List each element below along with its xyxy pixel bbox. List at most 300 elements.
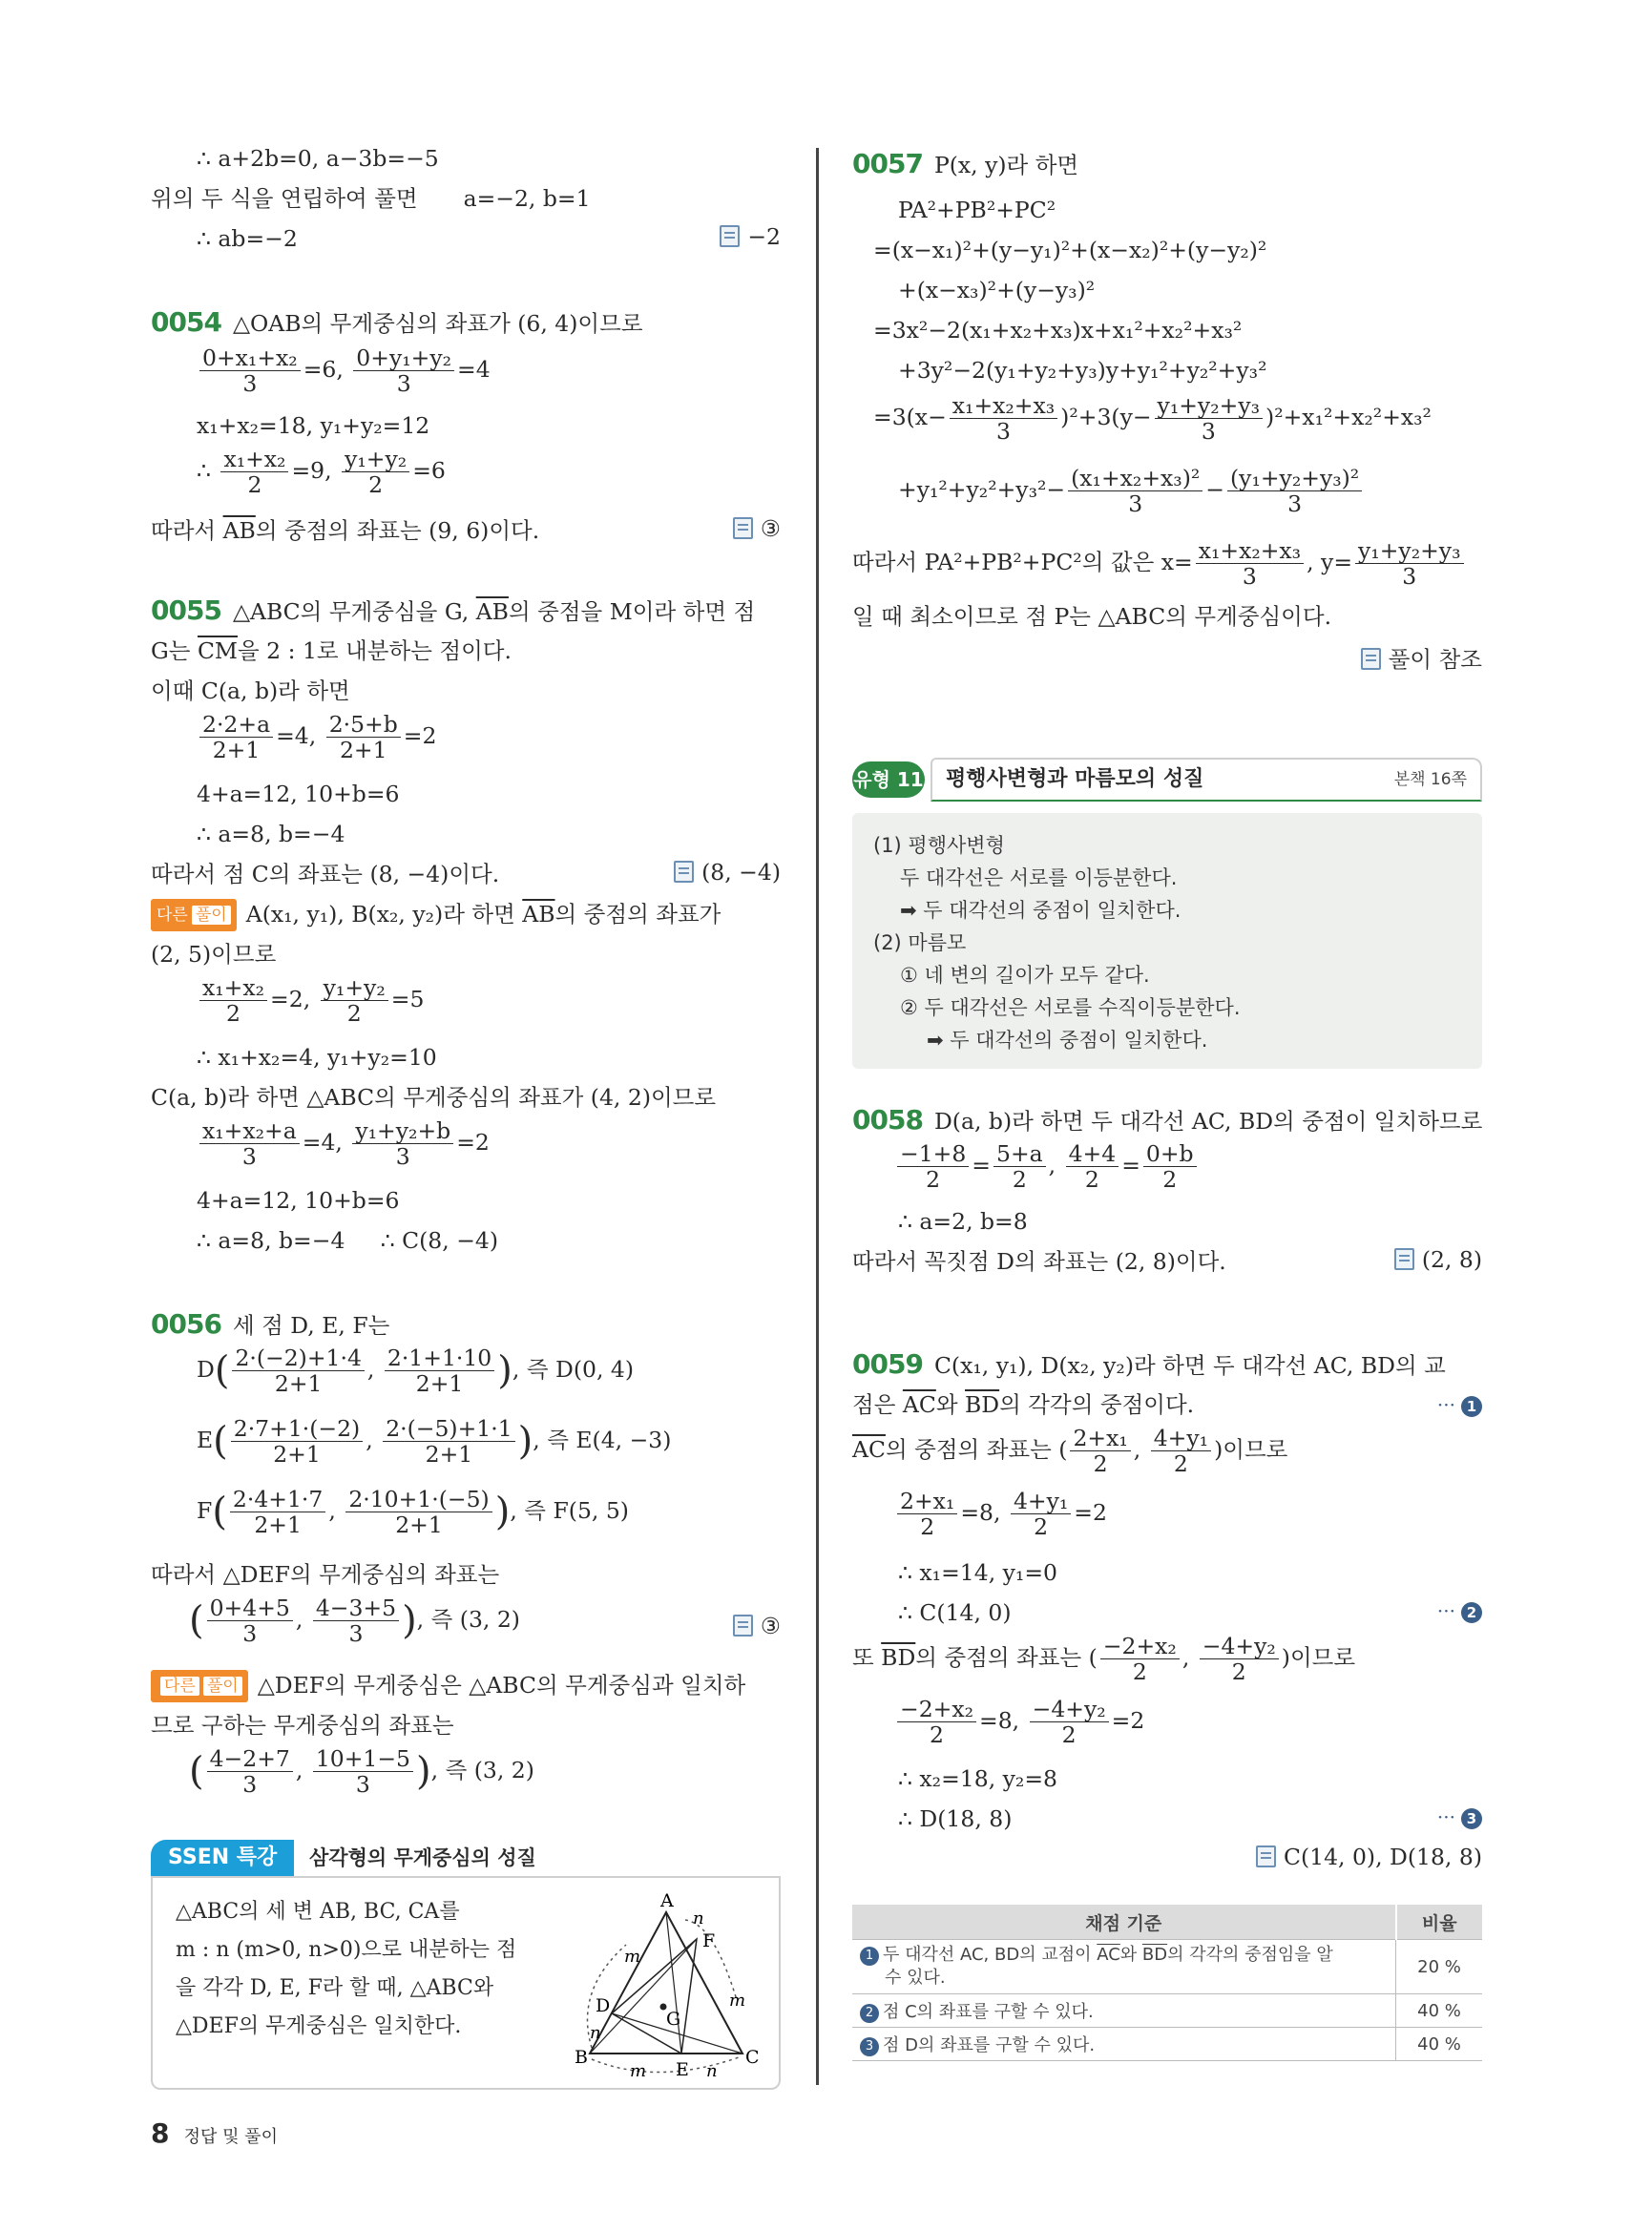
fraction <box>231 1416 363 1467</box>
denominator: 2 <box>368 471 384 498</box>
segment: $\overline{AB}$ <box>222 517 256 544</box>
page-footer <box>151 2117 278 2149</box>
label-n: n <box>706 2061 718 2076</box>
denominator: 2+1 <box>254 1512 302 1538</box>
ssen-tab: SSEN 특강 <box>151 1840 294 1876</box>
ratio-cell: 40 % <box>1396 2028 1483 2061</box>
math-line: =3x²−2(x₁+x₂+x₃)x+x₁²+x₂²+x₃² <box>873 317 1243 344</box>
numerator: 4+y₁ <box>1011 1489 1071 1514</box>
column-divider <box>816 148 819 2085</box>
fraction <box>1196 538 1304 589</box>
text-line: 이때 C(a, b)라 하면 <box>151 678 350 704</box>
segment: $\overline{CM}$ <box>197 637 238 664</box>
text: A(x₁, y₁), B(x₂, y₂)라 하면 <box>245 901 523 928</box>
denominator: 3 <box>1128 490 1143 517</box>
criterion-cell: 3 점 D의 좌표를 구할 수 있다. <box>852 2028 1396 2061</box>
text-line: $\overline{AC}$의 중점의 좌표는 ( $\frac{\text{2+x₁}}{2}$ , $\frac{\text{4+y₁}}{2}$ )이므로 <box>852 1425 1288 1477</box>
text: △OAB의 무게중심의 좌표가 (6, 4)이므로 <box>232 310 643 337</box>
math-line: +(x−x₃)²+(y−y₃)² <box>898 277 1096 303</box>
answer <box>1394 1246 1482 1273</box>
table-row <box>852 1994 1482 2028</box>
numerator: 0+4+5 <box>207 1595 293 1621</box>
numerator: −4+y₂ <box>1200 1634 1279 1659</box>
problem-number: 0055 <box>151 594 221 626</box>
math: 즉 F(5, 5) <box>524 1497 629 1524</box>
fraction <box>1068 466 1202 516</box>
text-line: △DEF의 무게중심은 일치한다. <box>176 2014 462 2038</box>
scoring-table <box>852 1905 1482 2061</box>
problem-number: 0058 <box>852 1104 923 1136</box>
numerator: 2·1+1·10 <box>385 1345 494 1371</box>
numerator: 2·(−2)+1·4 <box>232 1345 364 1371</box>
table-row <box>852 1940 1482 1994</box>
table-row <box>852 2028 1482 2061</box>
denominator: 2 <box>1093 1450 1108 1477</box>
numerator: 2·5+b <box>326 712 401 738</box>
math: =5 <box>390 986 425 1012</box>
column-header: 채점 기준 <box>852 1905 1396 1940</box>
fraction <box>1030 1697 1109 1747</box>
math-line: ∴ a=8, b=−4 ∴ C(8, −4) <box>197 1227 499 1254</box>
fraction <box>993 1141 1046 1192</box>
denominator: 2 <box>930 1721 944 1748</box>
step-marker-1: ··· 1 <box>1437 1393 1482 1417</box>
numerator: 2+x₁ <box>1070 1426 1130 1451</box>
text: △DEF의 무게중심은 △ABC의 무게중심과 일치하 <box>257 1672 746 1699</box>
math-line: ∴ a=2, b=8 <box>898 1208 1028 1235</box>
answer-icon <box>733 1615 753 1637</box>
fraction-line <box>197 345 491 396</box>
segment: $\overline{AB}$ <box>522 901 555 928</box>
fraction <box>897 1141 969 1192</box>
denominator: 2 <box>1173 1450 1188 1477</box>
problem-0058-head <box>852 1105 1482 1136</box>
text: )이므로 <box>1214 1436 1288 1463</box>
denominator: 2 <box>926 1166 941 1193</box>
math: +y₁²+y₂²+y₃²− <box>898 476 1066 503</box>
answer-value: C(14, 0), D(18, 8) <box>1283 1844 1482 1870</box>
numerator: 0+y₁+y₂ <box>353 345 454 371</box>
denominator: 3 <box>242 1771 258 1798</box>
denominator: 2 <box>1231 1658 1246 1685</box>
answer-value: (2, 8) <box>1421 1246 1482 1273</box>
text-line <box>151 515 539 546</box>
text: 점은 <box>852 1391 903 1418</box>
text-line: 따라서 점 C의 좌표는 (8, −4)이다. <box>151 861 500 887</box>
math: =3(x− <box>873 404 947 430</box>
answer <box>674 859 781 886</box>
answer-icon <box>1256 1845 1276 1867</box>
fraction-line: $\frac{-1+8}{2}$ = $\frac{5+a}{2}$ , $\frac{4+4}{2}$ = $\frac{0+b}{2}$ <box>894 1141 1200 1192</box>
fraction <box>897 1697 976 1747</box>
numerator: −4+y₂ <box>1030 1697 1109 1722</box>
text-line: (2, 5)이므로 <box>151 941 277 968</box>
math: =2 <box>1111 1707 1145 1734</box>
text-line: 또 $\overline{BD}$의 중점의 좌표는 ( $\frac{\text{−2+x₂}}{2}$ , $\frac{\text{−4+y₂}}{2}$ )이므로 <box>852 1633 1356 1685</box>
math: =4 <box>457 356 491 383</box>
fraction <box>1355 538 1463 589</box>
denominator: 3 <box>1242 563 1257 590</box>
answer-value: ③ <box>760 1613 781 1639</box>
denominator: 2 <box>1162 1166 1178 1193</box>
numerator: x₁+x₂+x₃ <box>950 393 1057 419</box>
answer-icon <box>720 225 740 247</box>
text: 의 중점의 좌표는 ( <box>885 1436 1068 1463</box>
math-line <box>898 466 1365 516</box>
denominator: 2 <box>920 1513 935 1540</box>
centroid-line: ( $\frac{0+4+5}{3}$ , $\frac{4-3+5}{3}$ ), 즉 (3, 2) <box>189 1595 520 1647</box>
problem-number: 0059 <box>852 1348 923 1380</box>
summary-line: ② 두 대각선은 서로를 수직이등분한다. <box>900 996 1241 1019</box>
numerator: 4−2+7 <box>207 1746 293 1772</box>
math: =8, <box>960 1499 1001 1526</box>
alt-solution-badge <box>151 1670 248 1702</box>
fraction <box>199 712 273 762</box>
numerator: y₁+y₂ <box>321 975 388 1001</box>
fraction-line <box>197 975 424 1026</box>
fraction <box>345 1487 491 1537</box>
numerator: x₁+x₂ <box>199 975 267 1001</box>
numerator: 2·4+1·7 <box>230 1487 325 1512</box>
math: D <box>197 1356 215 1383</box>
text: )이므로 <box>1281 1644 1356 1671</box>
denominator: 2+1 <box>395 1512 443 1538</box>
text: 또 <box>852 1644 882 1671</box>
fraction <box>313 1595 399 1646</box>
problem-0057-head <box>852 149 1078 180</box>
point-F-line: F( $\frac{2\cdot 4+1\cdot 7}{2+1}$ , $\frac{2\cdot 10+1\cdot(-5)}{2+1}$ ), 즉 F(5, 5) <box>197 1486 629 1538</box>
label-n: n <box>693 1908 704 1929</box>
text-line: 따라서 △DEF의 무게중심의 좌표는 <box>151 1561 500 1588</box>
math: F <box>197 1497 213 1524</box>
step-number: 1 <box>1461 1396 1482 1417</box>
ssen-special-box <box>151 1840 781 2090</box>
numerator: (x₁+x₂+x₃)² <box>1068 466 1202 491</box>
math: E <box>197 1427 214 1453</box>
math-line: ∴ x₂=18, y₂=8 <box>898 1765 1057 1792</box>
text: 의 중점의 좌표는 ( <box>915 1644 1098 1671</box>
math-line: 4+a=12, 10+b=6 <box>197 781 400 807</box>
ratio-cell: 20 % <box>1396 1940 1483 1994</box>
fraction <box>220 447 288 497</box>
math-line: ∴ a=8, b=−4 <box>197 821 345 847</box>
type-header <box>852 758 1482 800</box>
text: 세 점 D, E, F는 <box>232 1312 390 1339</box>
type-title-bar <box>931 758 1482 802</box>
type-title: 평행사변형과 마름모의 성질 <box>946 767 1204 791</box>
segment: $\overline{AB}$ <box>475 598 509 625</box>
fraction <box>1151 1426 1211 1476</box>
type-11-box <box>852 758 1482 1073</box>
segment: $\overline{AC}$ <box>902 1391 936 1418</box>
denominator: 3 <box>1201 418 1216 445</box>
summary-line: (2) 마름모 <box>873 931 967 954</box>
alt-solution-badge: 다른 풀이 <box>151 899 237 931</box>
text-line: m : n (m>0, n>0)으로 내분하는 점 <box>176 1938 517 1962</box>
fraction <box>1011 1489 1071 1539</box>
step-marker-2: ··· 2 <box>1437 1599 1482 1623</box>
type-summary <box>852 813 1482 1069</box>
fraction <box>1143 1141 1197 1192</box>
ratio-cell: 40 % <box>1396 1994 1483 2028</box>
footer-label: 정답 및 풀이 <box>183 2127 278 2147</box>
numerator: x₁+x₂+x₃ <box>1196 538 1304 564</box>
fraction <box>383 1416 514 1467</box>
text-line <box>852 1389 1194 1420</box>
ssen-content <box>151 1876 781 2090</box>
badge-sub: 풀이 <box>192 906 231 925</box>
alt-solution-line <box>151 1670 745 1702</box>
fraction <box>342 447 409 497</box>
problem-number: 0054 <box>151 306 221 338</box>
math: 즉 D(0, 4) <box>526 1356 635 1383</box>
denominator: 3 <box>242 370 258 397</box>
numerator: (y₁+y₂+y₃)² <box>1227 466 1362 491</box>
problem-number: 0057 <box>852 148 923 179</box>
page-reference: 본책 16쪽 <box>1393 770 1467 789</box>
fraction <box>897 1489 957 1539</box>
label-D: D <box>596 1995 611 2016</box>
math-line: ∴ a+2b=0, a−3b=−5 <box>197 145 439 172</box>
math-line: ∴ x₁=14, y₁=0 <box>898 1559 1057 1586</box>
answer <box>1361 641 1482 674</box>
denominator: 2+1 <box>274 1370 323 1397</box>
numerator: 4+y₁ <box>1151 1426 1211 1451</box>
answer <box>733 515 781 542</box>
fraction-line <box>894 1489 1107 1539</box>
numerator: y₁+y₂+y₃ <box>1355 538 1463 564</box>
numerator: −2+x₂ <box>1100 1634 1180 1659</box>
text: 따라서 <box>151 517 223 544</box>
fraction-line <box>197 1118 490 1169</box>
text: 두 대각선 AC, BD의 교점이 <box>883 1945 1098 1965</box>
text-line: 일 때 최소이므로 점 P는 △ABC의 무게중심이다. <box>852 603 1332 630</box>
numerator: −2+x₂ <box>897 1697 976 1722</box>
math: 즉 (3, 2) <box>430 1606 520 1633</box>
numerator: 4−3+5 <box>313 1595 399 1621</box>
answer-icon <box>1394 1248 1414 1270</box>
label-m: m <box>624 1947 641 1967</box>
text: 따라서 PA²+PB²+PC²의 값은 x= <box>852 549 1193 575</box>
denominator: 2+1 <box>212 737 261 763</box>
math: =9, <box>291 457 332 484</box>
segment: $\overline{BD}$ <box>1141 1945 1168 1965</box>
numerator: 2·10+1·(−5) <box>345 1487 491 1512</box>
denominator: 3 <box>241 1143 257 1170</box>
math: 즉 E(4, −3) <box>547 1427 672 1453</box>
text-line <box>151 183 591 214</box>
label-m: m <box>729 1991 746 2011</box>
math: =6 <box>412 457 446 484</box>
math: =6, <box>303 356 344 383</box>
answer-icon <box>1361 648 1381 670</box>
label-F: F <box>702 1930 716 1951</box>
segment: $\overline{AC}$ <box>1097 1945 1120 1965</box>
math: =2 <box>403 722 437 749</box>
text-line: △ABC의 세 변 AB, BC, CA를 <box>176 1900 460 1924</box>
numerator: x₁+x₂+a <box>199 1118 300 1144</box>
math: =4, <box>276 722 317 749</box>
numerator: 5+a <box>993 1141 1046 1167</box>
math: ∴ <box>197 457 211 484</box>
math-line: ∴ C(14, 0) <box>898 1599 1012 1626</box>
text: 의 중점을 M이라 하면 점 <box>508 598 756 625</box>
answer-value: ③ <box>760 515 781 542</box>
denominator: 2 <box>1084 1166 1099 1193</box>
numerator: 4+4 <box>1066 1141 1119 1167</box>
text: 점 C의 좌표를 구할 수 있다. <box>883 2002 1094 2022</box>
fraction <box>1066 1141 1119 1192</box>
math-line: 4+a=12, 10+b=6 <box>197 1187 400 1214</box>
numerator: y₁+y₂+y₃ <box>1155 393 1263 419</box>
fraction <box>230 1487 325 1537</box>
denominator: 2+1 <box>339 737 387 763</box>
triangle-centroid-figure <box>571 1886 762 2076</box>
text: 의 중점의 좌표는 (9, 6)이다. <box>255 517 540 544</box>
problem-0054-head <box>151 307 643 339</box>
fraction <box>199 345 301 396</box>
math: =2 <box>1074 1499 1107 1526</box>
point-E-line: E( $\frac{2\cdot 7+1\cdot(-2)}{2+1}$ , $\frac{2\cdot(-5)+1\cdot 1}{2+1}$ ), 즉 E(4, −3) <box>197 1415 672 1468</box>
denominator: 3 <box>395 1143 410 1170</box>
ssen-title: 삼각형의 무게중심의 성질 <box>309 1846 536 1869</box>
math-line: +3y²−2(y₁+y₂+y₃)y+y₁²+y₂²+y₃² <box>898 357 1267 384</box>
fraction <box>232 1345 364 1396</box>
segment: $\overline{BD}$ <box>881 1644 916 1671</box>
math: , y= <box>1307 549 1353 575</box>
text: C(x₁, y₁), D(x₂, y₂)라 하면 두 대각선 AC, BD의 교 <box>933 1352 1446 1379</box>
denominator: 3 <box>1402 563 1417 590</box>
denominator: 2 <box>226 1000 240 1027</box>
fraction <box>1100 1634 1180 1684</box>
summary-line: 두 대각선은 서로를 이등분한다. <box>900 866 1178 889</box>
fraction <box>207 1595 293 1646</box>
denominator: 2 <box>1061 1721 1077 1748</box>
fraction <box>950 393 1057 444</box>
denominator: 2 <box>1012 1166 1027 1193</box>
text-line: 따라서 꼭짓점 D의 좌표는 (2, 8)이다. <box>852 1248 1226 1275</box>
step-number: 3 <box>1461 1808 1482 1829</box>
denominator: 2 <box>346 1000 362 1027</box>
text-line <box>852 538 1467 589</box>
denominator: 3 <box>995 418 1011 445</box>
badge-sub: 풀이 <box>203 1677 242 1696</box>
page-number: 8 <box>151 2117 170 2149</box>
badge-main: 다른 <box>160 1677 199 1696</box>
denominator: 3 <box>242 1620 258 1647</box>
math: a=−2, b=1 <box>463 185 591 212</box>
math-line: ∴ D(18, 8) <box>898 1805 1013 1832</box>
numerator: x₁+x₂ <box>220 447 288 472</box>
fraction-line <box>197 712 436 762</box>
math-line <box>873 393 1432 444</box>
label-C: C <box>745 2047 760 2068</box>
summary-line: ① 네 변의 길이가 모두 같다. <box>900 964 1150 987</box>
numerator: 2+x₁ <box>897 1489 957 1514</box>
problem-0056-head <box>151 1309 389 1341</box>
label-G: G <box>666 2009 681 2030</box>
fraction <box>326 712 401 762</box>
text: P(x, y)라 하면 <box>933 152 1079 178</box>
problem-number: 0056 <box>151 1308 221 1340</box>
denominator: 2 <box>247 471 262 498</box>
text: D(a, b)라 하면 두 대각선 AC, BD의 중점이 일치하므로 <box>933 1108 1483 1135</box>
point-D-line: D( $\frac{2\cdot(-2)+1\cdot 4}{2+1}$ , $\frac{2\cdot 1+1\cdot 10}{2+1}$ ), 즉 D(0, 4) <box>197 1345 635 1397</box>
denominator: 2+1 <box>425 1441 473 1468</box>
math: =4, <box>302 1129 343 1156</box>
answer <box>733 1613 781 1639</box>
label-B: B <box>575 2047 588 2068</box>
math: =2 <box>456 1129 490 1156</box>
math-line: PA²+PB²+PC² <box>898 197 1056 223</box>
text-line: C(a, b)라 하면 △ABC의 무게중심의 좌표가 (4, 2)이므로 <box>151 1084 717 1111</box>
text: 위의 두 식을 연립하여 풀면 <box>151 185 418 212</box>
centroid-line: ( $\frac{4-2+7}{3}$ , $\frac{10+1-5}{3}$ ), 즉 (3, 2) <box>189 1745 534 1798</box>
fraction <box>207 1746 293 1797</box>
text: 수 있다. <box>885 1968 946 1988</box>
text: 의 각각의 중점임을 알 <box>1167 1945 1333 1965</box>
numerator: 2·(−5)+1·1 <box>383 1416 514 1442</box>
problem-0055-head <box>151 595 755 627</box>
answer <box>720 223 781 250</box>
numerator: −1+8 <box>897 1141 969 1167</box>
answer <box>1256 1844 1482 1870</box>
fraction <box>1200 1634 1279 1684</box>
fraction <box>385 1345 494 1396</box>
summary-line: ➡ 두 대각선의 중점이 일치한다. <box>900 899 1181 922</box>
label-A: A <box>660 1890 674 1911</box>
text: 와 <box>1119 1945 1142 1965</box>
math-line: =(x−x₁)²+(y−y₁)²+(x−x₂)²+(y−y₂)² <box>873 237 1267 263</box>
segment: $\overline{AC}$ <box>852 1436 886 1463</box>
label-E: E <box>676 2059 689 2076</box>
fraction-line <box>894 1697 1144 1747</box>
text: G는 <box>151 637 198 664</box>
math: =8, <box>979 1707 1020 1734</box>
denominator: 3 <box>1287 490 1303 517</box>
denominator: 2+1 <box>273 1441 321 1468</box>
fraction <box>321 975 388 1026</box>
numerator: 0+b <box>1143 1141 1197 1167</box>
type-pill: 유형 11 <box>852 761 925 798</box>
problem-0059-head <box>852 1349 1446 1381</box>
numerator: 2·2+a <box>199 712 273 738</box>
numerator: y₁+y₂+b <box>352 1118 453 1144</box>
fraction <box>199 975 267 1026</box>
answer-value: 풀이 참조 <box>1388 646 1482 673</box>
denominator: 2 <box>1034 1513 1049 1540</box>
text: 와 <box>935 1391 965 1418</box>
math-line: ∴ ab=−2 <box>197 225 298 252</box>
fraction-line <box>197 447 446 497</box>
summary-line: (1) 평행사변형 <box>873 834 1005 857</box>
denominator: 3 <box>396 370 411 397</box>
math: =2, <box>270 986 311 1012</box>
numerator: 10+1−5 <box>313 1746 413 1772</box>
numerator: 0+x₁+x₂ <box>199 345 301 371</box>
table-header-row <box>852 1905 1482 1940</box>
fraction <box>313 1746 413 1797</box>
text: 을 2 : 1로 내분하는 점이다. <box>238 637 512 664</box>
criterion-cell: 1 두 대각선 AC, BD의 교점이 $\overline{AC}$와 $\overline{BD}$의 각각의 중점임을 알 수 있다. <box>852 1940 1396 1994</box>
text-line <box>151 636 512 666</box>
math-line: x₁+x₂=18, y₁+y₂=12 <box>197 412 430 439</box>
text: △ABC의 무게중심을 G, <box>232 598 476 625</box>
fraction <box>1070 1426 1130 1476</box>
alt-solution-line <box>151 899 721 931</box>
text: 의 중점의 좌표가 <box>554 901 721 928</box>
summary-line: ➡ 두 대각선의 중점이 일치한다. <box>927 1029 1208 1052</box>
